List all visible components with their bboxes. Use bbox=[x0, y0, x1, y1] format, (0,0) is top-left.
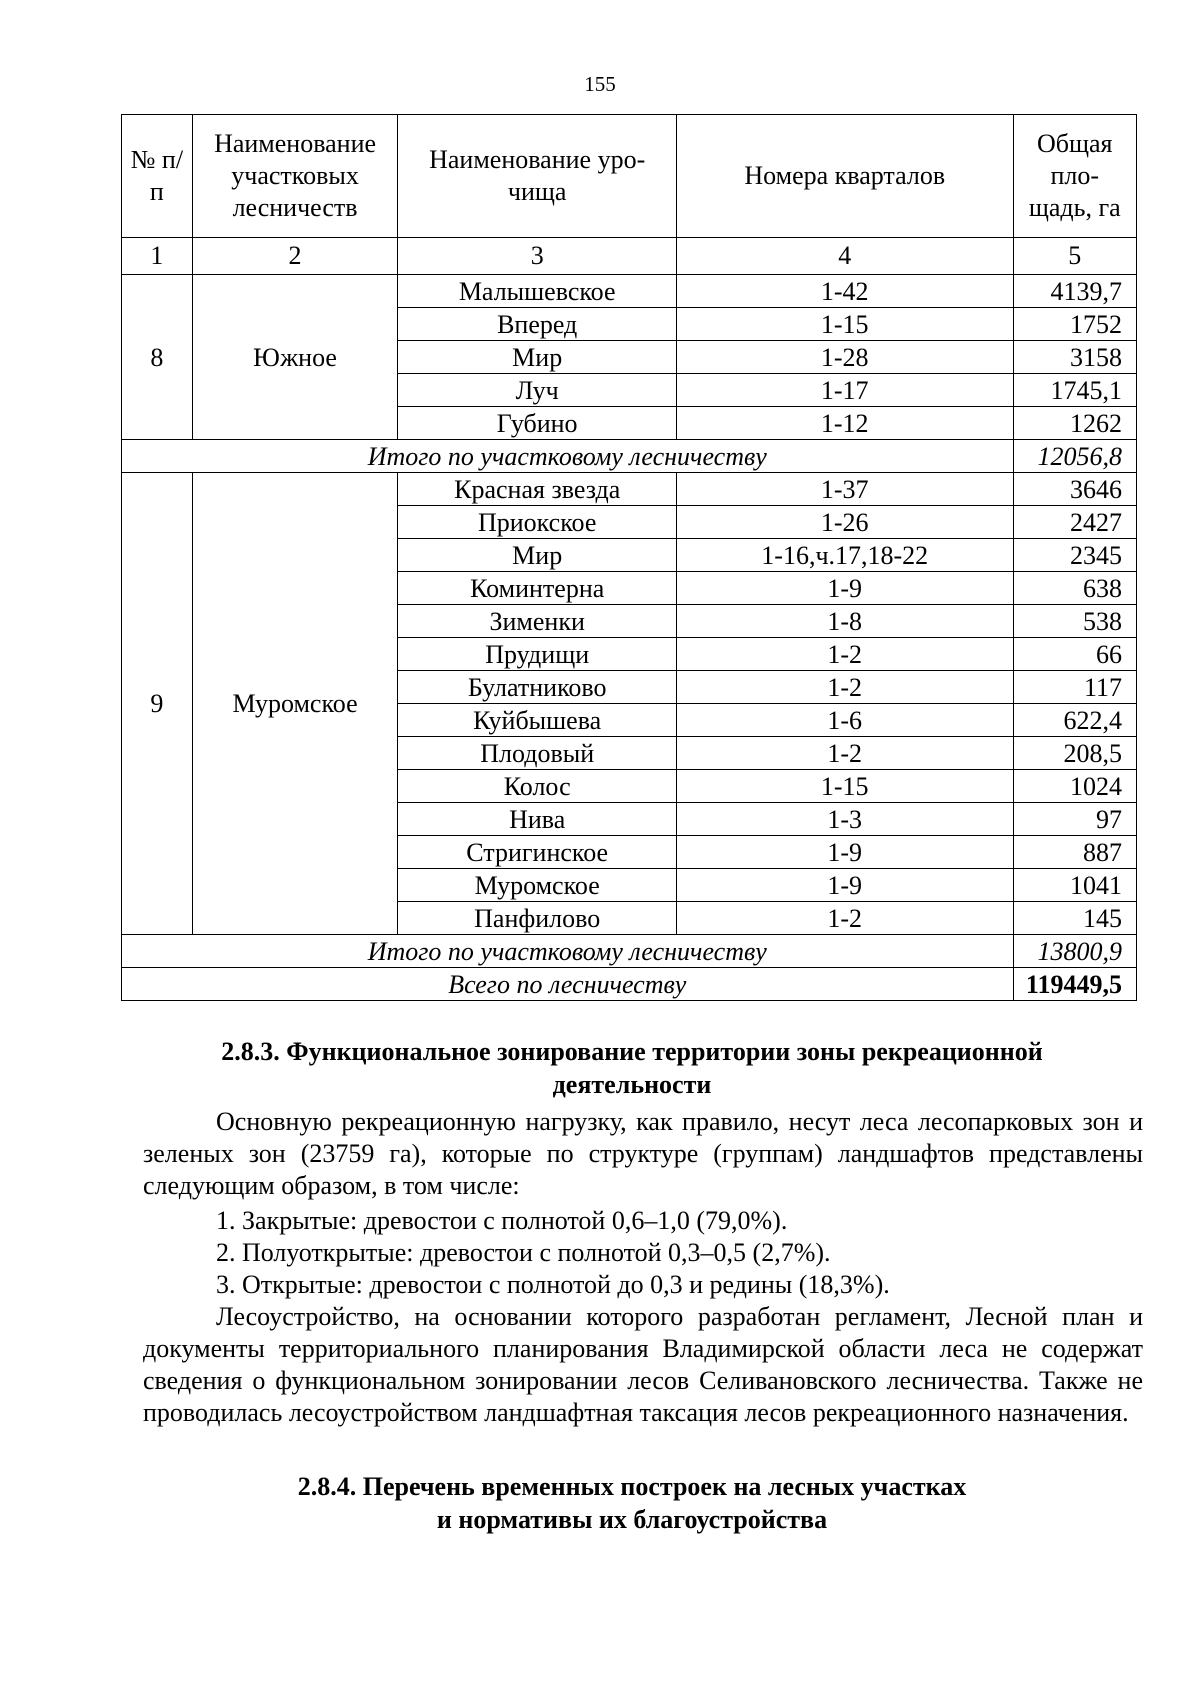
quarters-cell: 1-26 bbox=[676, 506, 1013, 539]
column-number: 5 bbox=[1013, 238, 1136, 275]
list-item: 3. Открытые: древостои с полнотой до 0,3 и редины (18,3%). bbox=[216, 1270, 890, 1299]
quarters-cell: 1-9 bbox=[676, 572, 1013, 605]
total-label: Всего по лесничеству bbox=[122, 968, 1014, 1001]
header-number: № п/п bbox=[122, 115, 193, 238]
tract-name-cell: Плодовый bbox=[398, 737, 677, 770]
area-cell: 4139,7 bbox=[1013, 275, 1136, 308]
forestry-table bbox=[121, 114, 1137, 1001]
tract-name-cell: Губино bbox=[398, 407, 677, 440]
area-cell: 1041 bbox=[1013, 869, 1136, 902]
subtotal-value: 12056,8 bbox=[1013, 440, 1136, 473]
area-cell: 208,5 bbox=[1013, 737, 1136, 770]
area-cell: 1745,1 bbox=[1013, 374, 1136, 407]
heading-line: 2.8.4. Перечень временных построек на лесных участках bbox=[297, 1472, 967, 1501]
area-cell: 622,4 bbox=[1013, 704, 1136, 737]
area-cell: 145 bbox=[1013, 902, 1136, 935]
district-name-cell: Южное bbox=[192, 275, 398, 440]
table-row bbox=[122, 275, 1137, 308]
column-number: 4 bbox=[676, 238, 1013, 275]
heading-line: 2.8.3. Функциональное зонирование территории зоны рекреационной bbox=[221, 1037, 1043, 1066]
paragraph-forest-management: Лесоустройство, на основании которого разработан регламент, Лесной план и документы территориального планирования Владимирской области леса не содержат сведения о функциональном зонировании лесов Селивановского лесничества. Также не проводилась лесоустройством ландшафтная таксация лесов рекреационного назначения. bbox=[143, 1302, 1143, 1427]
total-row bbox=[122, 968, 1137, 1001]
tract-name-cell: Мир bbox=[398, 539, 677, 572]
row-number-cell: 9 bbox=[122, 473, 193, 935]
tract-name-cell: Прудищи bbox=[398, 638, 677, 671]
subtotal-row bbox=[122, 935, 1137, 968]
list-item: 1. Закрытые: древостои с полнотой 0,6–1,0 (79,0%). bbox=[216, 1206, 788, 1235]
tract-name-cell: Мир bbox=[398, 341, 677, 374]
list-item: 2. Полуоткрытые: древостои с полнотой 0,3–0,5 (2,7%). bbox=[216, 1238, 831, 1267]
total-value: 119449,5 bbox=[1013, 968, 1136, 1001]
quarters-cell: 1-17 bbox=[676, 374, 1013, 407]
tract-name-cell: Зименки bbox=[398, 605, 677, 638]
area-cell: 66 bbox=[1013, 638, 1136, 671]
quarters-cell: 1-16,ч.17,18-22 bbox=[676, 539, 1013, 572]
column-number-row bbox=[122, 238, 1137, 275]
tract-name-cell: Приокское bbox=[398, 506, 677, 539]
table-body bbox=[122, 275, 1137, 1001]
tract-name-cell: Куйбышева bbox=[398, 704, 677, 737]
subtotal-label: Итого по участковому лесничеству bbox=[122, 935, 1014, 968]
quarters-cell: 1-28 bbox=[676, 341, 1013, 374]
area-cell: 3158 bbox=[1013, 341, 1136, 374]
district-name-cell: Муромское bbox=[192, 473, 398, 935]
quarters-cell: 1-15 bbox=[676, 770, 1013, 803]
area-cell: 1024 bbox=[1013, 770, 1136, 803]
column-number: 1 bbox=[122, 238, 193, 275]
section-heading-2-8-3 bbox=[140, 1035, 1124, 1101]
tract-name-cell: Красная звезда bbox=[398, 473, 677, 506]
area-cell: 1752 bbox=[1013, 308, 1136, 341]
paragraph-recreational-load: Основную рекреационную нагрузку, как правило, несут леса лесопарковых зон и зеленых зон (23759 га), которые по структуре (группам) ландшафтов представлены следующим образом, в том числе: bbox=[143, 1107, 1143, 1200]
area-cell: 2345 bbox=[1013, 539, 1136, 572]
subtotal-row bbox=[122, 440, 1137, 473]
quarters-cell: 1-37 bbox=[676, 473, 1013, 506]
area-cell: 2427 bbox=[1013, 506, 1136, 539]
tract-name-cell: Булатниково bbox=[398, 671, 677, 704]
tract-name-cell: Колос bbox=[398, 770, 677, 803]
heading-line: и нормативы их благоустройства bbox=[436, 1505, 828, 1534]
tract-name-cell: Коминтерна bbox=[398, 572, 677, 605]
tract-name-cell: Муромское bbox=[398, 869, 677, 902]
table-row bbox=[122, 473, 1137, 506]
quarters-cell: 1-9 bbox=[676, 869, 1013, 902]
quarters-cell: 1-6 bbox=[676, 704, 1013, 737]
column-number: 2 bbox=[192, 238, 398, 275]
quarters-cell: 1-2 bbox=[676, 737, 1013, 770]
quarters-cell: 1-15 bbox=[676, 308, 1013, 341]
tract-name-cell: Вперед bbox=[398, 308, 677, 341]
area-cell: 1262 bbox=[1013, 407, 1136, 440]
subtotal-label: Итого по участковому лесничеству bbox=[122, 440, 1014, 473]
area-cell: 887 bbox=[1013, 836, 1136, 869]
area-cell: 97 bbox=[1013, 803, 1136, 836]
area-cell: 538 bbox=[1013, 605, 1136, 638]
quarters-cell: 1-3 bbox=[676, 803, 1013, 836]
quarters-cell: 1-8 bbox=[676, 605, 1013, 638]
tract-name-cell: Малышевское bbox=[398, 275, 677, 308]
quarters-cell: 1-2 bbox=[676, 638, 1013, 671]
quarters-cell: 1-2 bbox=[676, 671, 1013, 704]
tract-name-cell: Панфилово bbox=[398, 902, 677, 935]
quarters-cell: 1-9 bbox=[676, 836, 1013, 869]
heading-line: деятельности bbox=[552, 1070, 712, 1099]
quarters-cell: 1-2 bbox=[676, 902, 1013, 935]
header-district: Наименование участковых лесничеств bbox=[192, 115, 398, 238]
area-cell: 117 bbox=[1013, 671, 1136, 704]
header-area: Общая пло-щадь, га bbox=[1013, 115, 1136, 238]
column-number: 3 bbox=[398, 238, 677, 275]
subtotal-value: 13800,9 bbox=[1013, 935, 1136, 968]
quarters-cell: 1-12 bbox=[676, 407, 1013, 440]
section-heading-2-8-4 bbox=[140, 1470, 1124, 1536]
tract-name-cell: Нива bbox=[398, 803, 677, 836]
page-number: 155 bbox=[584, 72, 616, 96]
area-cell: 3646 bbox=[1013, 473, 1136, 506]
area-cell: 638 bbox=[1013, 572, 1136, 605]
header-tract: Наименование уро-чища bbox=[398, 115, 677, 238]
row-number-cell: 8 bbox=[122, 275, 193, 440]
header-quarters: Номера кварталов bbox=[676, 115, 1013, 238]
table-header-row bbox=[122, 115, 1137, 238]
quarters-cell: 1-42 bbox=[676, 275, 1013, 308]
tract-name-cell: Луч bbox=[398, 374, 677, 407]
tract-name-cell: Стригинское bbox=[398, 836, 677, 869]
